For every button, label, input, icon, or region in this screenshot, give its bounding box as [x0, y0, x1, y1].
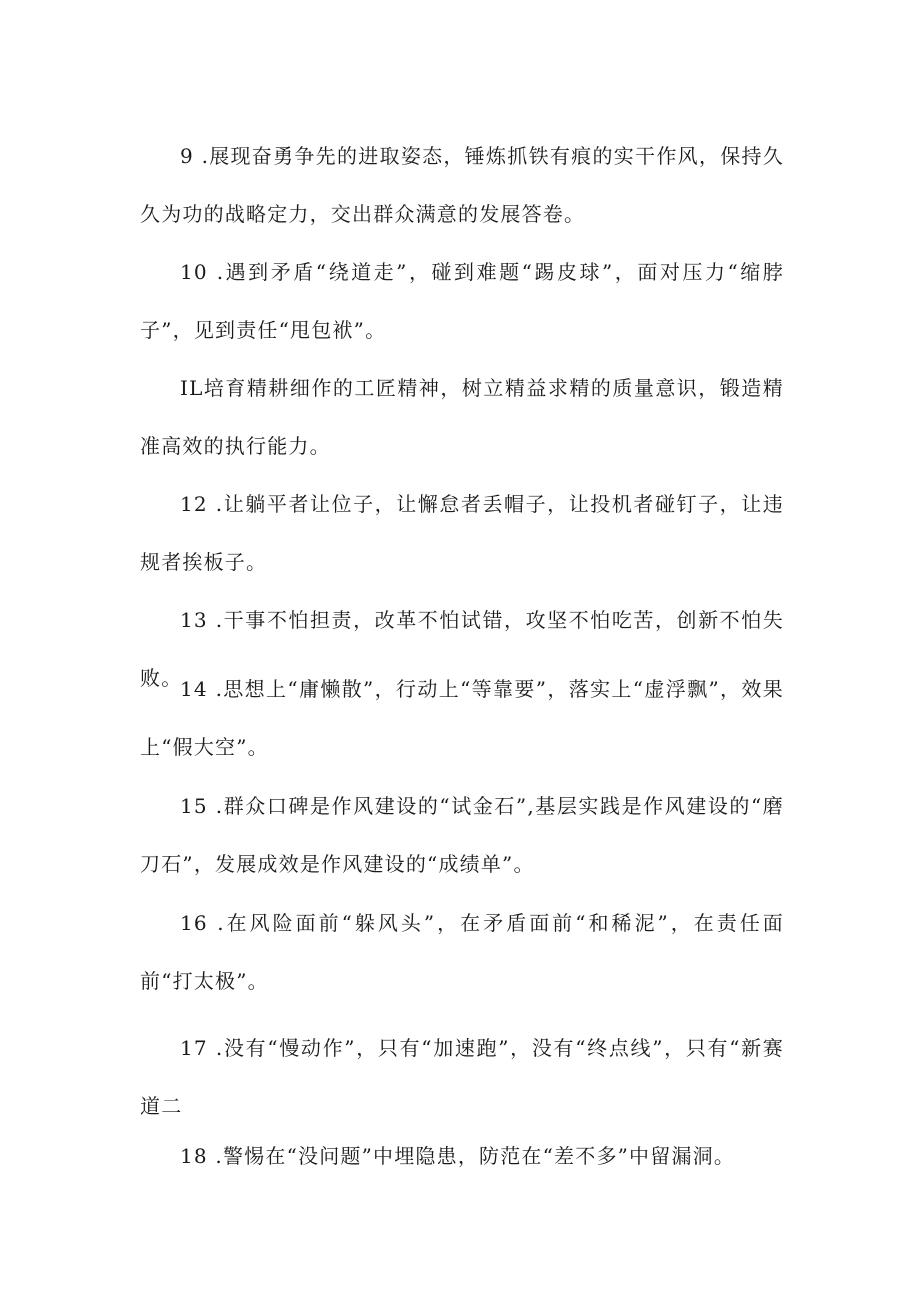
paragraph-item-11: IL培育精耕细作的工匠精神，树立精益求精的质量意识，锻造精准高效的执行能力。 [140, 376, 784, 458]
paragraph-item-13: 13 .干事不怕担责，改革不怕试错，攻坚不怕吃苦，创新不怕失败。 [140, 608, 784, 690]
paragraph-item-18: 18 .警惕在“没问题”中埋隐患，防范在“差不多”中留漏洞。 [180, 1144, 736, 1168]
paragraph-item-10: 10 .遇到矛盾“绕道走”，碰到难题“踢皮球”，面对压力“缩脖子”，见到责任“甩包袱”。 [140, 260, 784, 342]
paragraph-item-15: 15 .群众口碑是作风建设的“试金石”,基层实践是作风建设的“磨刀石”，发展成效是作风建设的“成绩单”。 [140, 794, 784, 876]
paragraph-item-9: 9 .展现奋勇争先的进取姿态，锤炼抓铁有痕的实干作风，保持久久为功的战略定力，交出群众满意的发展答卷。 [140, 144, 784, 226]
paragraph-item-12: 12 .让躺平者让位子，让懈怠者丢帽子，让投机者碰钉子，让违规者挨板子。 [140, 492, 784, 574]
paragraph-item-14: 14 .思想上“庸懒散”，行动上“等靠要”，落实上“虚浮飘”，效果上“假大空”。 [140, 677, 784, 759]
paragraph-item-17: 17 .没有“慢动作”，只有“加速跑”，没有“终点线”，只有“新赛道二 [140, 1036, 784, 1118]
paragraph-item-16: 16 .在风险面前“躲风头”，在矛盾面前“和稀泥”，在责任面前“打太极”。 [140, 911, 784, 993]
